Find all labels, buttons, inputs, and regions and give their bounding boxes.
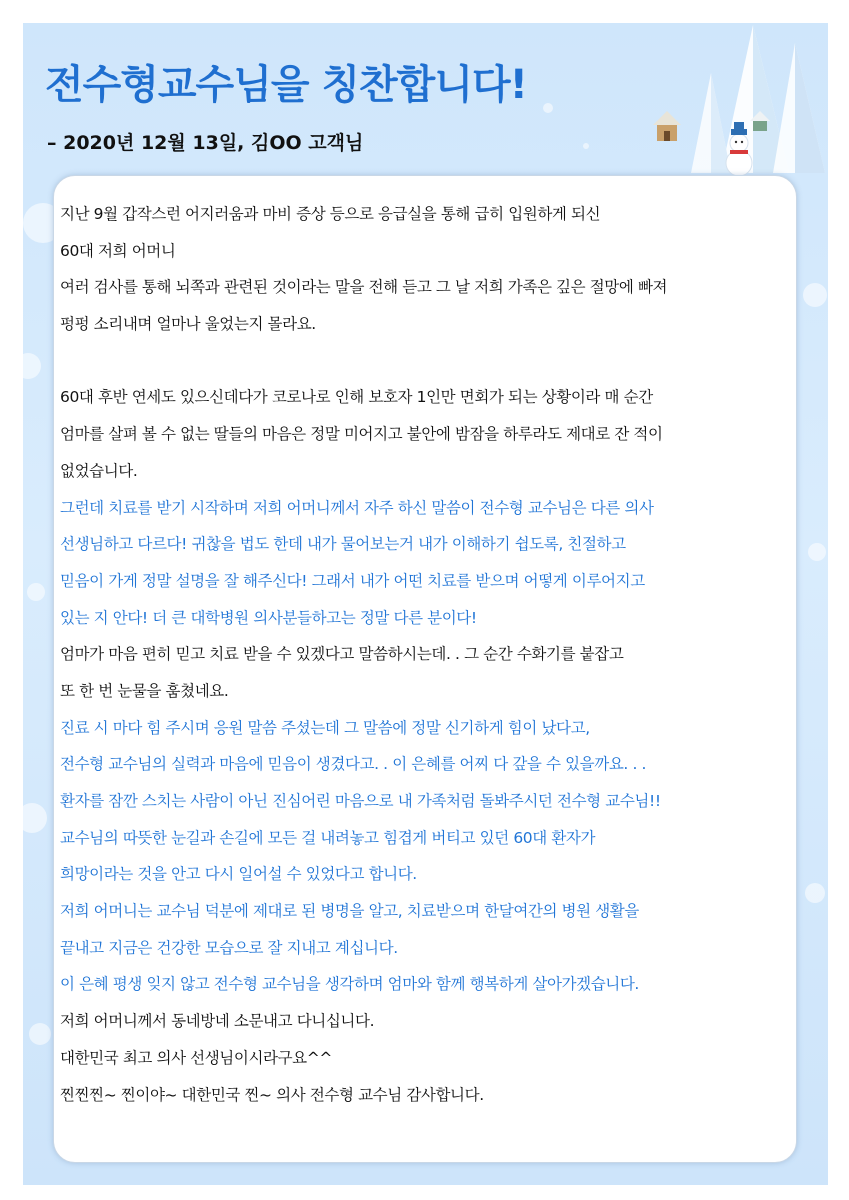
letter-line: 60대 후반 연세도 있으신데다가 코로나로 인해 보호자 1인만 면회가 되는 상황이라 매 순간	[60, 388, 653, 407]
blank-line	[60, 343, 790, 380]
letter-line: 희망이라는 것을 안고 다시 일어설 수 있었다고 합니다.	[60, 865, 417, 884]
winter-decoration	[603, 23, 828, 193]
letter-line: 환자를 잠깐 스치는 사람이 아닌 진심어린 마음으로 내 가족처럼 돌봐주시던 전수형 교수님!!	[60, 792, 661, 810]
letter-line: 믿음이 가게 정말 설명을 잘 해주신다! 그래서 내가 어떤 치료를 받으며 어떻게 이루어지고	[60, 571, 645, 590]
letter-line: 있는 지 안다! 더 큰 대학병원 의사분들하고는 정말 다른 분이다!	[60, 608, 477, 627]
letter-line: 교수님의 따뜻한 눈길과 손길에 모든 걸 내려놓고 힘겹게 버티고 있던 60대 환자가	[60, 828, 596, 847]
snowy-mountain-icon	[691, 25, 825, 173]
bokeh-dot	[27, 583, 45, 601]
letter-line: 전수형 교수님의 실력과 마음에 믿음이 생겼다고. . 이 은혜를 어찌 다 갚을 수 있을까요. . .	[60, 755, 647, 774]
letter-line: 이 은혜 평생 잊지 않고 전수형 교수님을 생각하며 엄마와 함께 행복하게 살아가겠습니다.	[60, 975, 639, 994]
letter-line: 없었습니다.	[60, 461, 138, 480]
letter-line: 엄마를 살펴 볼 수 없는 딸들의 마음은 정말 미어지고 불안에 밤잠을 하루라도 제대로 잔 적이	[60, 425, 663, 444]
letter-line: 저희 어머니는 교수님 덕분에 제대로 된 병명을 알고, 치료받으며 한달여간의 병원 생활을	[60, 902, 639, 921]
letter-line: 또 한 번 눈물을 훔쳤네요.	[60, 681, 229, 700]
house-icon	[653, 111, 681, 141]
letter-line: 선생님하고 다르다! 귀찮을 법도 한데 내가 물어보는거 내가 이해하기 쉽도록, 친절하고	[60, 535, 626, 554]
page-title: 전수형교수님을 칭찬합니다!	[45, 62, 527, 108]
letter-line: 찐찐찐~ 찐이야~ 대한민국 찐~ 의사 전수형 교수님 감사합니다.	[60, 1085, 484, 1104]
bokeh-dot	[808, 543, 826, 561]
bokeh-dot	[29, 1023, 51, 1045]
bokeh-dot	[23, 353, 41, 379]
bokeh-dot	[23, 803, 47, 833]
letter-line: 진료 시 마다 힘 주시며 응원 말씀 주셨는데 그 말씀에 정말 신기하게 힘이 났다고,	[60, 718, 590, 737]
letter-line: 지난 9월 갑작스런 어지러움과 마비 증상 등으로 응급실을 통해 급히 입원하게 되신	[60, 205, 601, 223]
letter-line: 60대 저희 어머니	[60, 241, 176, 260]
letter-line: 그런데 치료를 받기 시작하며 저희 어머니께서 자주 하신 말씀이 전수형 교수님은 다른 의사	[60, 498, 654, 517]
letter-line: 저희 어머니께서 동네방네 소문내고 다니십니다.	[60, 1012, 375, 1031]
letter-poster	[23, 23, 828, 1185]
letter-line: 대한민국 최고 의사 선생님이시라구요^^	[60, 1048, 332, 1067]
bokeh-dot	[543, 103, 553, 113]
letter-line: 여러 검사를 통해 뇌쪽과 관련된 것이라는 말을 전해 듣고 그 날 저희 가족은 깊은 절망에 빠져	[60, 278, 668, 297]
letter-line: 펑펑 소리내며 얼마나 울었는지 몰라요.	[60, 315, 316, 334]
bokeh-dot	[805, 883, 825, 903]
letter-line: 엄마가 마음 편히 믿고 치료 받을 수 있겠다고 말씀하시는데. . 그 순간 수화기를 붙잡고	[60, 645, 624, 664]
bokeh-dot	[803, 283, 827, 307]
letter-card	[53, 175, 797, 1163]
page-subtitle: – 2020년 12월 13일, 김OO 고객님	[47, 132, 364, 154]
bokeh-dot	[583, 143, 589, 149]
letter-line: 끝내고 지금은 건강한 모습으로 잘 지내고 계십니다.	[60, 938, 398, 957]
